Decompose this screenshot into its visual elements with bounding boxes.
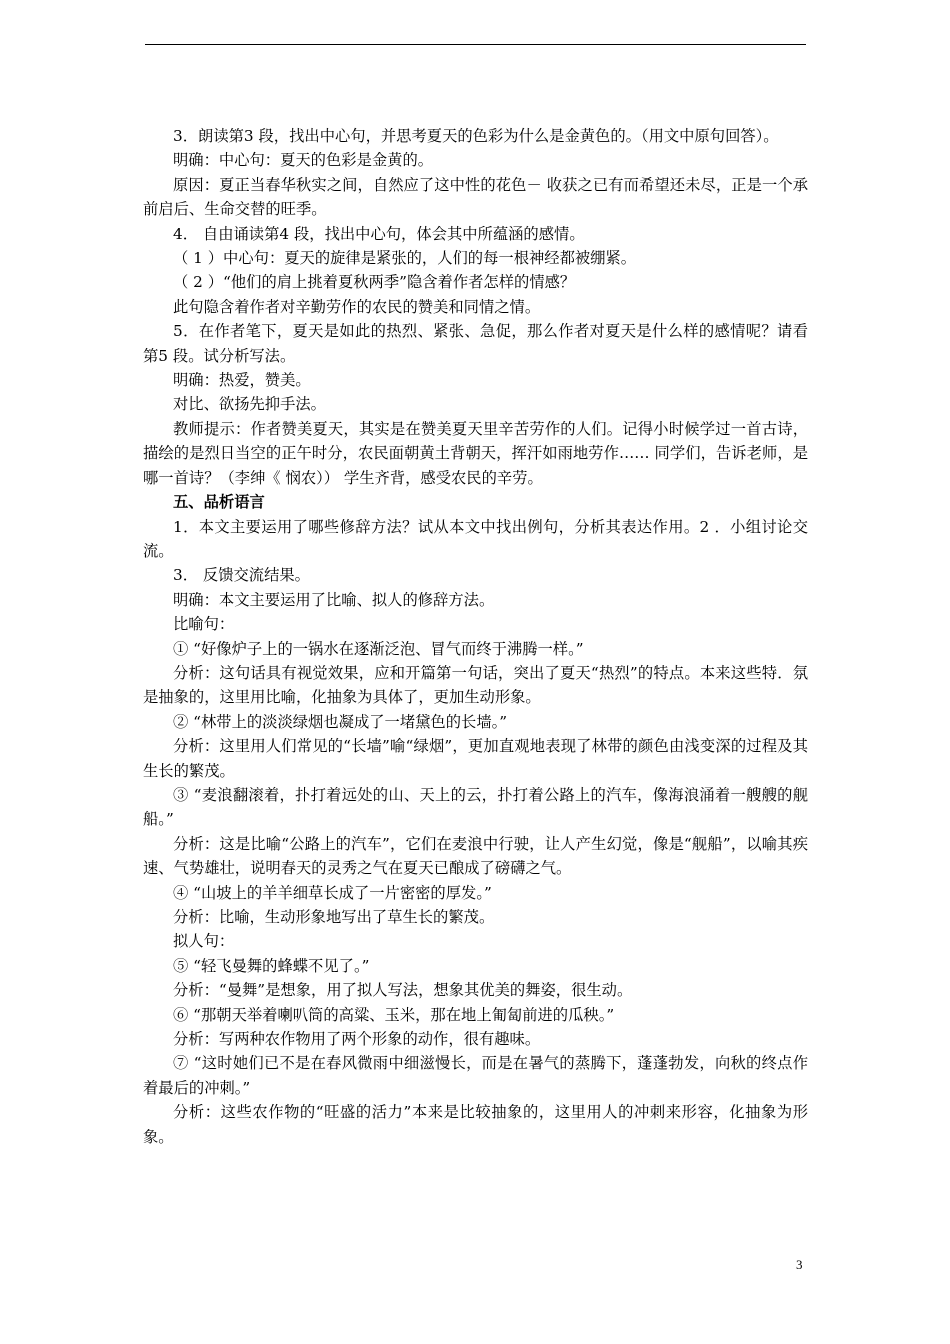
paragraph: 此句隐含着作者对辛勤劳作的农民的赞美和同情之情。: [173, 297, 541, 316]
header-rule: [145, 44, 806, 45]
paragraph: 分析：这句话具有视觉效果，应和开篇第一句话，突出了夏天“热烈”的特点。本来这些特．氛是抽象的，这里用比喻，化抽象为具体了，更加生动形象。: [143, 663, 808, 707]
paragraph: 明确：中心句：夏天的色彩是金黄的。: [173, 151, 434, 170]
paragraph: 原因：夏正当春华秋实之间，自然应了这中性的花色－ 收获之已有而希望还未尽，正是一个承前启后、生命交替的旺季。: [143, 175, 808, 219]
paragraph: ⑤ “轻飞曼舞的蜂蝶不见了。”: [173, 956, 370, 975]
paragraph: ④ “山坡上的羊羊细草长成了一片密密的厚发。”: [173, 883, 492, 902]
paragraph: 分析：这里用人们常见的“长墙”喻“绿烟”，更加直观地表现了林带的颜色由浅变深的过程及其生长的繁茂。: [143, 737, 808, 780]
section-heading: 五、品析语言: [173, 493, 265, 512]
paragraph: 3． 反馈交流结果。: [173, 566, 310, 585]
paragraph: 3．朗读第3 段，找出中心句，并思考夏天的色彩为什么是金黄色的。（用文中原句回答）。: [173, 127, 779, 145]
paragraph: 1．本文主要运用了哪些修辞方法？试从本文中找出例句，分析其表达作用。2 ．小组讨论交流。: [143, 517, 808, 560]
page-number: 3: [796, 1257, 803, 1272]
paragraph: 对比、欲扬先抑手法。: [173, 395, 326, 414]
paragraph: ① “好像炉子上的一锅水在逐渐泛泡、冒气而终于沸腾一样。”: [173, 639, 584, 658]
paragraph: （ 2 ）“他们的肩上挑着夏秋两季”隐含着作者怎样的情感？: [173, 273, 576, 292]
paragraph: ⑥ “那朝天举着喇叭筒的高粱、玉米，那在地上匍匐前进的瓜秧。”: [173, 1005, 615, 1024]
document-body: [143, 124, 808, 1149]
paragraph: ⑦ “这时她们已不是在春风微雨中细滋慢长，而是在暑气的蒸腾下，蓬蓬勃发，向秋的终点作着最后的冲刺。”: [143, 1054, 808, 1097]
paragraph: 分析：这是比喻“公路上的汽车”，它们在麦浪中行驶，让人产生幻觉，像是“舰船”，以喻其疾速、气势雄壮，说明春天的灵秀之气在夏天已酿成了磅礴之气。: [143, 834, 808, 878]
paragraph: 拟人句：: [173, 932, 235, 951]
paragraph: ② “林带上的淡淡绿烟也凝成了一堵黛色的长墙。”: [173, 712, 508, 731]
paragraph: 4． 自由诵读第4 段，找出中心句，体会其中所蕴涵的感情。: [173, 224, 585, 243]
paragraph: （ 1 ）中心句：夏天的旋律是紧张的，人们的每一根神经都被绷紧。: [173, 249, 637, 268]
paragraph: 分析：写两种农作物用了两个形象的动作，很有趣味。: [173, 1030, 541, 1049]
paragraph: 分析：这些农作物的“旺盛的活力”本来是比较抽象的，这里用人的冲刺来形容，化抽象为形象。: [143, 1103, 808, 1146]
paragraph: ③ “麦浪翻滚着，扑打着远处的山、天上的云，扑打着公路上的汽车，像海浪涌着一艘艘的舰船。”: [143, 785, 808, 829]
paragraph: 明确：热爱，赞美。: [173, 371, 311, 390]
paragraph: 教师提示：作者赞美夏天，其实是在赞美夏天里辛苦劳作的人们。记得小时候学过一首古诗，描绘的是烈日当空的正午时分，农民面朝黄土背朝天，挥汗如雨地劳作…… 同学们，告诉老师，是哪一首诗？（李绅《 悯农）） 学生齐背，感受农民的辛劳。: [143, 419, 808, 487]
paragraph: 比喻句：: [173, 615, 235, 634]
paragraph: 5．在作者笔下，夏天是如此的热烈、紧张、急促，那么作者对夏天是什么样的感情呢？请看第5 段。试分析写法。: [143, 322, 808, 365]
paragraph: 分析：比喻，生动形象地写出了草生长的繁茂。: [173, 908, 495, 926]
paragraph: 明确：本文主要运用了比喻、拟人的修辞方法。: [173, 590, 495, 609]
paragraph: 分析：“曼舞”是想象，用了拟人写法，想象其优美的舞姿，很生动。: [173, 981, 633, 1000]
